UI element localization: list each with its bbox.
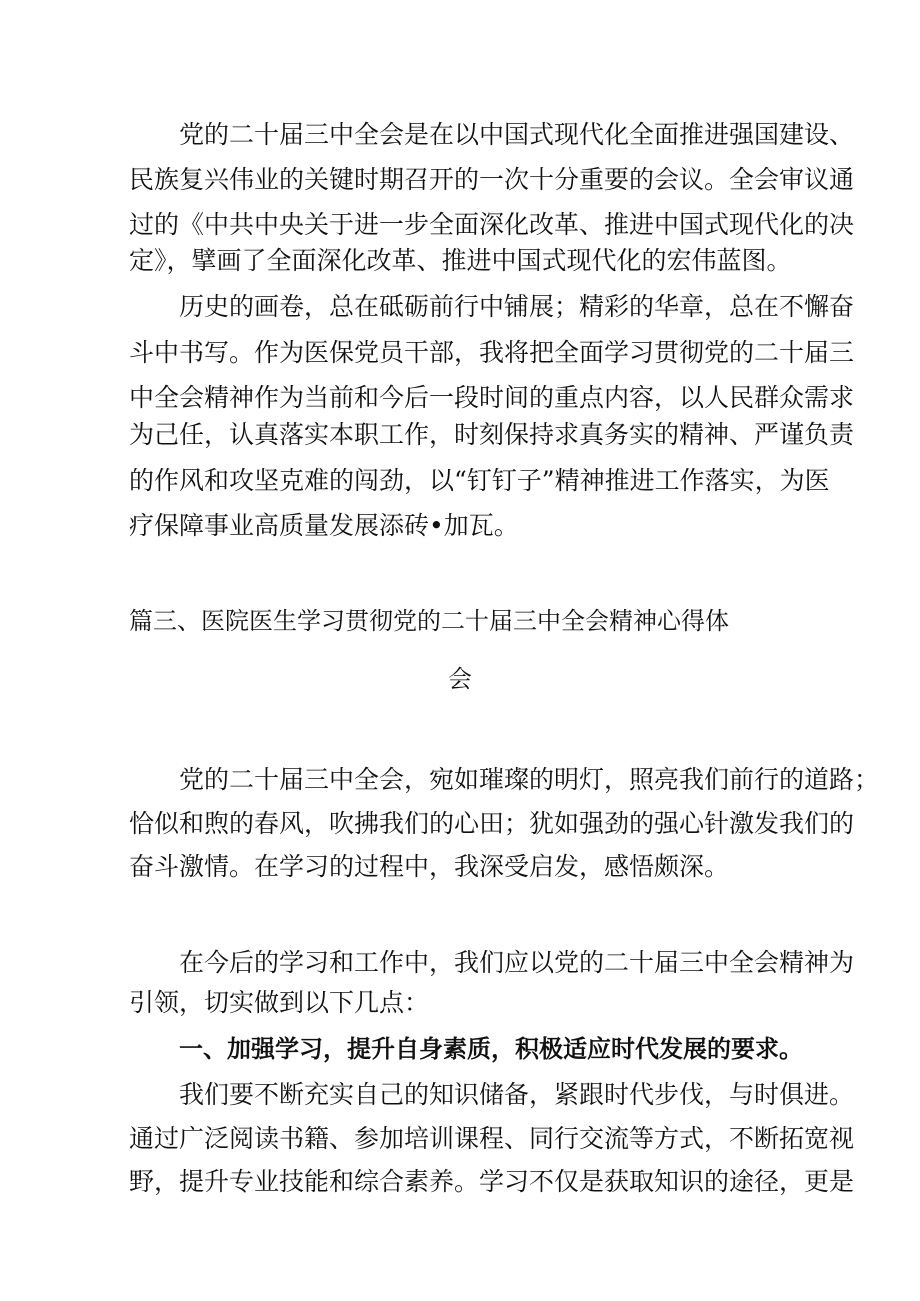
paragraph-4-line-1: 在今后的学习和工作中，我们应以党的二十届三中全会精神为 (179, 948, 855, 977)
paragraph-2-line-3: 中全会精神作为当前和今后一段时间的重点内容，以人民群众需求 (129, 383, 855, 412)
paragraph-3-line-3: 奋斗激情。在学习的过程中，我深受启发，感悟颇深。 (129, 852, 730, 881)
paragraph-2-line-6: 疗保障事业高质量发展添砖•加瓦。 (129, 511, 519, 540)
paragraph-2-line-1: 历史的画卷，总在砥砺前行中铺展；精彩的华章，总在不懈奋 (179, 292, 855, 321)
section-heading-line-2: 会 (448, 665, 472, 693)
paragraph-1-line-2: 民族复兴伟业的关键时期召开的一次十分重要的会议。全会审议通 (129, 165, 855, 194)
paragraph-5-line-2: 通过广泛阅读书籍、参加培训课程、同行交流等方式，不断拓宽视 (129, 1124, 855, 1153)
paragraph-5-line-1: 我们要不断充实自己的知识储备，紧跟时代步伐，与时俱进。 (179, 1080, 855, 1109)
section-heading-line-1: 篇三、医院医生学习贯彻党的二十届三中全会精神心得体 (129, 607, 729, 635)
paragraph-4-line-2: 引领，切实做到以下几点： (129, 988, 430, 1017)
subheading-1: 一、加强学习，提升自身素质，积极适应时代发展的要求。 (179, 1035, 803, 1063)
paragraph-2-line-4: 为己任，认真落实本职工作，时刻保持求真务实的精神、严谨负责 (129, 420, 855, 449)
paragraph-2-line-2: 斗中书写。作为医保党员干部，我将把全面学习贯彻党的二十届三 (129, 338, 855, 367)
paragraph-5-line-3: 野，提升专业技能和综合素养。学习不仅是获取知识的途径，更是 (129, 1167, 855, 1196)
paragraph-3-line-2: 恰似和煦的春风，吹拂我们的心田；犹如强劲的强心针激发我们的 (129, 809, 855, 838)
paragraph-3-line-1: 党的二十届三中全会，宛如璀璨的明灯，照亮我们前行的道路； (179, 765, 880, 794)
paragraph-2-line-5: 的作风和攻坚克难的闯劲，以“钉钉子”精神推进工作落实，为医 (129, 466, 830, 495)
paragraph-1-line-1: 党的二十届三中全会是在以中国式现代化全面推进强国建设、 (179, 120, 855, 149)
paragraph-1-line-4: 定》，擘画了全面深化改革、推进中国式现代化的宏伟蓝图。 (129, 246, 792, 275)
paragraph-1-line-3: 过的《中共中央关于进一步全面深化改革、推进中国式现代化的决 (129, 210, 855, 239)
